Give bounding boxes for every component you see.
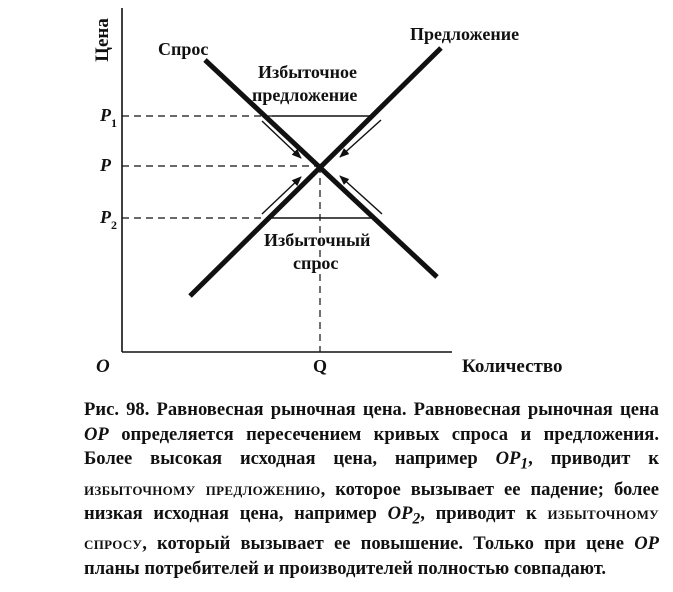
caption-op3: OP — [634, 533, 659, 555]
p1-subscript: 1 — [111, 116, 117, 130]
caption-surplus-term: избыточному предложению — [84, 478, 321, 500]
caption-op: OP — [84, 423, 109, 445]
origin-label: O — [96, 356, 110, 377]
caption-op2: $OP_2$ — [387, 503, 421, 528]
shortage-label-line2: спрос — [293, 253, 339, 273]
arrow-upper-left — [262, 121, 301, 158]
q-label: Q — [313, 356, 328, 376]
demand-label: Спрос — [158, 39, 209, 59]
p2-label-group — [99, 207, 117, 232]
p1-label-group — [99, 105, 117, 130]
surplus-label-line2: предложение — [252, 85, 358, 105]
p-label: P — [100, 155, 111, 175]
caption-op1: $OP_1$ — [495, 448, 529, 473]
p2-subscript: 2 — [111, 218, 117, 232]
caption-title: Равновесная рыночная цена. — [156, 399, 407, 420]
caption-shortage-term: избыточному спросу — [84, 503, 659, 555]
caption-fig-number: Рис. 98. — [84, 399, 150, 420]
surplus-label-line1: Избыточное — [258, 62, 357, 82]
figure-caption: Рис. 98. Равновесная рыночная цена. Равновесная рыночная цена OP определяется пересечением кривых спроса и предложения. Более высокая исходная цена, например $OP_1$, приводит к избыточному предложению, которое вызывает ее падение; более низкая исходная цена, например $OP_2$, приводит к избыточному спросу, который вызывает ее повышение. Только при цене OP планы потребителей и производителей полностью совпадают. — [84, 399, 660, 579]
supply-label: Предложение — [410, 24, 520, 44]
y-axis-label: Цена — [92, 18, 113, 62]
p2-label: P — [100, 207, 111, 227]
p1-label: P — [100, 105, 111, 125]
x-axis-label: Количество — [462, 356, 563, 377]
shortage-label-line1: Избыточный — [264, 230, 371, 250]
